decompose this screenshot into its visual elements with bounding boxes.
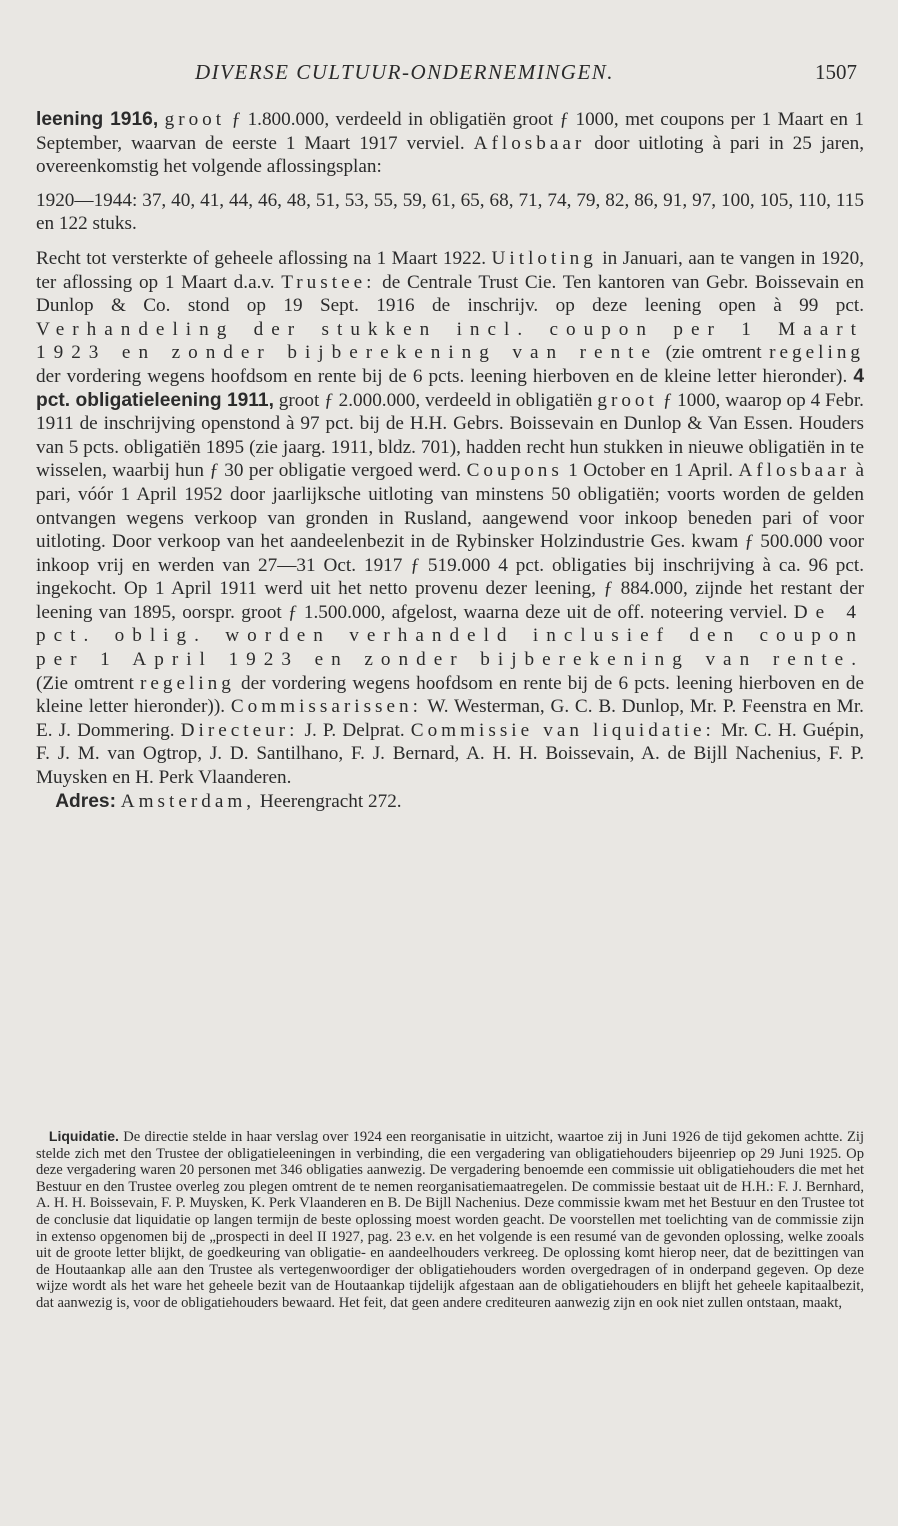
address-street: Heerengracht 272. bbox=[255, 790, 402, 812]
spaced-commissie: Commissie van liquidatie: bbox=[410, 719, 715, 741]
page-number: 1507 bbox=[815, 60, 857, 84]
running-header bbox=[0, 60, 898, 90]
paragraph-loan-1916: leening 1916, groot ƒ 1.800.000, verdeeld in obligatiën groot ƒ 1000, met coupons per 1 Maart en 1 September, waarvan de eerste 1 Maart 1917 verviel. Aflosbaar door uitloting à pari in 25 jaren, overeenkomstig het volgende aflossingsplan: bbox=[36, 109, 865, 178]
address-label: Adres: bbox=[55, 790, 116, 812]
liquidation-heading: Liquidatie. bbox=[48, 1128, 119, 1144]
spaced-commissarissen: Commissarissen: bbox=[230, 696, 422, 718]
liquidation-paragraph: Liquidatie. De directie stelde in haar verslag over 1924 een reorganisatie in uitzicht, waartoe zij in Juni 1926 de tijd gekomen achtte. Zij stelde zich met den Trustee der obligatieleeningen in verbinding, die een vergadering van obligatiehouders bijeenriep op 29 Juni 1925. Op deze vergadering waren 20 personen met 346 obligaties aanwezig. De vergadering benoemde een commissie uit obligatiehouders die met het Bestuur en den Trustee overleg zou plegen omtrent de te nemen reorganisatiemaatregelen. De commissie bestaat uit de H.H.: F. J. Bernhard, A. H. H. Boissevain, F. P. Muysken, K. Perk Vlaanderen en B. De Bijll Nachenius. Deze commissie kwam met het Bestuur en den Trustee tot de conclusie dat liquidatie op langen termijn de beste oplossing moest worden geacht. De voorstellen met toelichting van de commissie zijn in extenso opgenomen bij de „prospecti in deel II 1927, pag. 23 e.v. en het volgende is een resumé van de gevonden oplossing, welke zooals uit de groote letter blijkt, de goedkeuring van obligatie- en aandeelhouders verkreeg. De oplossing komt hierop neer, dat de bezittingen van de Houtaankap alle aan den Trustee als vertegenwoordiger der obligatiehouders worden overgedragen of in onderpand gegeven. Op deze wijze wordt als het ware het geheele bezit van de Houtaankap tijdelijk afgestaan aan de obligatiehouders en blijft het geheele kapitaalbezit, dat aanwezig is, voor de obligatiehouders bewaard. Het feit, dat geen andere crediteuren aanwezig zijn en ook niet zullen ontstaan, maakt, bbox=[36, 1128, 864, 1311]
redemption-schedule: 1920—1944: 37, 40, 41, 44, 46, 48, 51, 53, 55, 59, 61, 65, 68, 71, 74, 79, 82, 86, 91, 97, 100, 105, 110, 115 en 122 stuks. bbox=[36, 189, 864, 235]
spaced-groot: groot bbox=[164, 109, 226, 130]
header-title: DIVERSE CULTUUR-ONDERNEMINGEN. bbox=[195, 60, 615, 84]
spaced-verhandeling: Verhandeling der stukken incl. coupon per 1 Maart 1923 en zonder bijberekening van rente bbox=[36, 318, 864, 364]
address-city: Amsterdam, bbox=[120, 790, 256, 812]
obligation-loan-1911-heading: 4 pct. obligatieleening 1911, bbox=[36, 365, 864, 411]
spaced-aflosbaar: Aflosbaar bbox=[473, 132, 586, 154]
spaced-directeur: Directeur: bbox=[180, 719, 299, 741]
main-text bbox=[36, 108, 864, 813]
address-line bbox=[36, 790, 864, 814]
paragraph-redemption-details: Recht tot versterkte of geheele aflossing na 1 Maart 1922. Uitloting in Januari, aan te vangen in 1920, ter aflossing op 1 Maart d.a.v. Trustee: de Centrale Trust Cie. Ten kantoren van Gebr. Boissevain en Dunlop & Co. stond op 19 Sept. 1916 de inschrijv. op deze leening open à 99 pct. Verhandeling der stukken incl. coupon per 1 Maart 1923 en zonder bijberekening van rente (zie omtrent regeling der vordering wegens hoofdsom en rente bij de 6 pcts. leening hierboven en de kleine letter hieronder). 4 pct. obligatieleening 1911, groot ƒ 2.000.000, verdeeld in obligatiën groot ƒ 1000, waarop op 4 Febr. 1911 de inschrijving openstond à 97 pct. bij de H.H. Gebrs. Boissevain en Dunlop & Van Essen. Houders van 5 pcts. obligatiën 1895 (zie jaarg. 1911, bldz. 701), hadden recht hun stukken in nieuwe obligatiën in te wisselen, waarbij hun ƒ 30 per obligatie vergoed werd. Coupons 1 October en 1 April. Aflosbaar à pari, vóór 1 April 1952 door jaarlijksche uitloting van minstens 50 obligatiën; voorts worden de gelden ontvangen wegens verkoop van gronden in Rusland, aangewend voor inkoop beneden pari of voor uitloting. Door verkoop van het aandeelenbezit in de Rybinsker Holzindustrie Ges. kwam ƒ 500.000 voor inkoop vrij en werden van 27—31 Oct. 1917 ƒ 519.000 4 pct. obligaties bij inschrijving à ca. 96 pct. ingekocht. Op 1 April 1911 werd uit het netto provenu dezer leening, ƒ 884.000, zijnde het restant der leening van 1895, oorspr. groot ƒ 1.500.000, afgelost, waarna deze uit de off. noteering verviel. De 4 pct. oblig. worden verhandeld inclusief den coupon per 1 April 1923 en zonder bijberekening van rente. (Zie omtrent regeling der vordering wegens hoofdsom en rente bij de 6 pcts. leening hierboven en de kleine letter hieronder)). Commissarissen: W. Westerman, G. C. B. Dunlop, Mr. P. Feenstra en Mr. E. J. Dommering. Directeur: J. P. Delprat. Commissie van liquidatie: Mr. C. H. Guépin, F. J. M. van Ogtrop, J. D. Santilhano, F. J. Bernard, A. H. H. Boissevain, A. de Bijll Nachenius, F. P. Muysken en H. Perk Vlaanderen. bbox=[36, 247, 865, 789]
spaced-de-4-pct: De 4 pct. oblig. worden verhandeld inclusief den coupon per 1 April 1923 en zonder bijberekening van rente. bbox=[36, 601, 864, 671]
small-print-notes bbox=[36, 1128, 864, 1312]
loan-1916-heading: leening 1916, bbox=[36, 109, 159, 130]
